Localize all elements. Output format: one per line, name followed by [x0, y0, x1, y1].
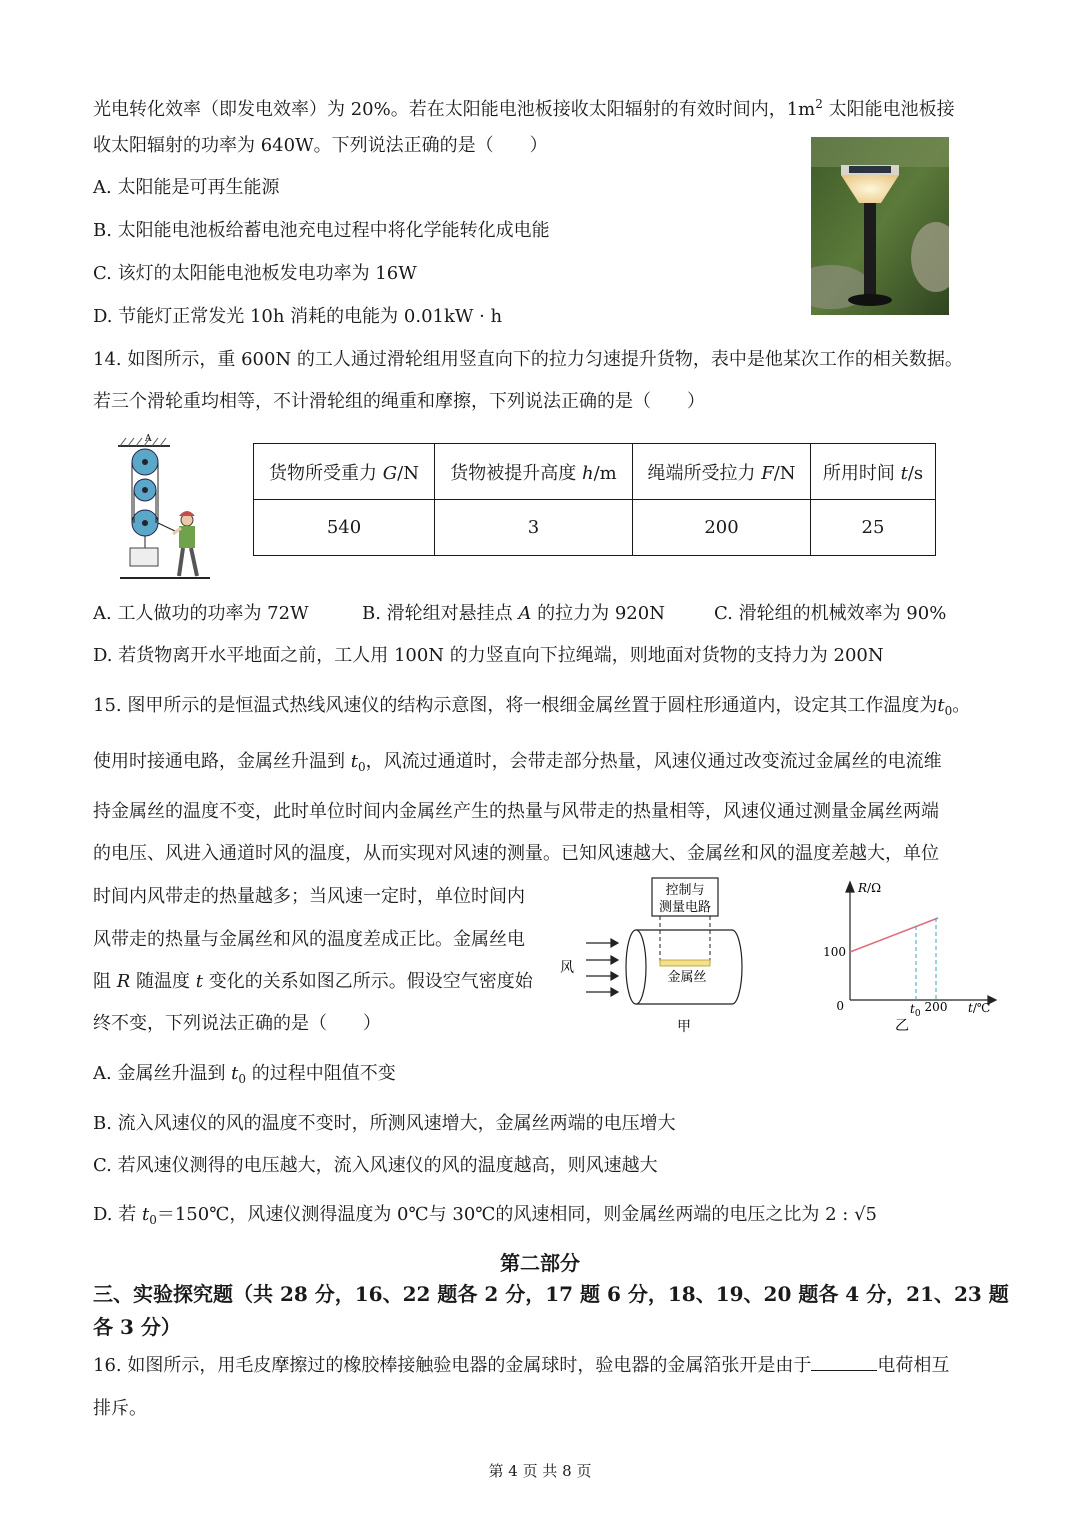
section-3-heading-line-1: 三、实验探究题（共 28 分，16、22 题各 2 分，17 题 6 分，18、19、20 题各 4 分，21、23 题	[93, 1282, 1009, 1306]
q16-line-1: 16. 如图所示，用毛皮摩擦过的橡胶棒接触验电器的金属球时，验电器的金属箔张开是由于 电荷相互	[93, 1355, 950, 1376]
q15-option-d: D. 若 $t_0=150℃$，风速仪测得温度为 0℃与 30℃的风速相同，则金属丝两端的电压之比为 2 : √5	[93, 1204, 878, 1227]
solar-lamp-photo	[811, 137, 949, 315]
q13-line-1-text: 光电转化效率（即发电效率）为 20%。若在太阳能电池板接收太阳辐射的有效时间内，	[93, 99, 787, 120]
q15-option-c: C. 若风速仪测得的电压越大，流入风速仪的风的温度越高，则风速越大	[93, 1155, 658, 1176]
q15-option-b: B. 流入风速仪的风的温度不变时，所测风速增大，金属丝两端的电压增大	[93, 1113, 676, 1134]
figure-yi-caption: 乙	[895, 1018, 909, 1034]
origin-label: 0	[836, 999, 844, 1013]
header-time: 所用时间 t/s	[811, 444, 936, 500]
x-tick-200: 200	[924, 1000, 948, 1014]
q15-line-7: 阻 R 随温度 t 变化的关系如图乙所示。假设空气密度始	[93, 971, 533, 992]
q15-line-3: 持金属丝的温度不变，此时单位时间内金属丝产生的热量与风带走的热量相等，风速仪通过测量金属丝两端	[93, 801, 939, 822]
q13-option-d: D. 节能灯正常发光 10h 消耗的电能为 0.01kW · h	[93, 306, 503, 327]
figure-jia-anemometer	[556, 876, 756, 1036]
header-cargo-weight: 货物所受重力 G/N	[254, 444, 435, 500]
metal-wire-label: 金属丝	[667, 970, 707, 985]
cell-pull-force: 200	[633, 500, 811, 556]
area-unit-exponent: 2	[815, 97, 823, 111]
point-a-label: A	[145, 434, 152, 444]
q13-option-a: A. 太阳能是可再生能源	[93, 177, 280, 198]
figure-yi-resistance-graph	[818, 878, 998, 1038]
x-tick-t0: $t_0$	[910, 1002, 921, 1019]
control-circuit-label-2: 测量电路	[658, 900, 712, 915]
q15-line-2: 使用时接通电路，金属丝升温到 $t_0$，风流过通道时，会带走部分热量，风速仪通过改变流过金属丝的电流维	[93, 751, 942, 774]
pulley-system-illustration	[115, 432, 215, 582]
q15-line-6: 风带走的热量与金属丝和风的温度差成正比。金属丝电	[93, 929, 525, 950]
q15-line-4: 的电压、风进入通道时风的温度，从而实现对风速的测量。已知风速越大、金属丝和风的温度差越大，单位	[93, 843, 939, 864]
q15-option-a: A. 金属丝升温到 $t_0$ 的过程中阻值不变	[93, 1063, 396, 1086]
q13-line-2: 收太阳辐射的功率为 640W。下列说法正确的是（ ）	[93, 135, 548, 156]
y-axis-label: R/Ω	[858, 881, 882, 895]
q14-option-a: A. 工人做功的功率为 72W	[93, 603, 309, 624]
y-tick-100: 100	[823, 945, 846, 959]
q14-line-1: 14. 如图所示，重 600N 的工人通过滑轮组用竖直向下的拉力匀速提升货物，表中是他某次工作的相关数据。	[93, 349, 963, 370]
table-row	[254, 500, 936, 556]
answer-blank[interactable]	[811, 1354, 877, 1371]
q15-line-1: 15. 图甲所示的是恒温式热线风速仪的结构示意图，将一根细金属丝置于圆柱形通道内，设定其工作温度为$t_0$。	[93, 695, 971, 718]
q16-line-2: 排斥。	[93, 1398, 147, 1419]
area-unit: 1m	[786, 99, 816, 120]
x-axis-label: t/℃	[968, 1001, 991, 1015]
q14-line-2: 若三个滑轮重均相等，不计滑轮组的绳重和摩擦，下列说法正确的是（ ）	[93, 391, 705, 412]
cell-lift-height: 3	[435, 500, 633, 556]
section-3-heading-line-2: 各 3 分）	[93, 1315, 181, 1339]
q15-line-8: 终不变，下列说法正确的是（ ）	[93, 1013, 381, 1034]
wind-label: 风	[560, 960, 574, 976]
q15-line-5: 时间内风带走的热量越多；当风速一定时，单位时间内	[93, 886, 525, 907]
header-pull-force: 绳端所受拉力 F/N	[633, 444, 811, 500]
q13-option-c: C. 该灯的太阳能电池板发电功率为 16W	[93, 263, 417, 284]
cell-time: 25	[811, 500, 936, 556]
q13-line-1-end: 太阳能电池板接	[822, 99, 955, 120]
control-circuit-label-1: 控制与	[665, 883, 705, 898]
q14-data-table	[253, 443, 936, 556]
q14-option-d: D. 若货物离开水平地面之前，工人用 100N 的力竖直向下拉绳端，则地面对货物的支持力为 200N	[93, 645, 884, 666]
q13-option-b: B. 太阳能电池板给蓄电池充电过程中将化学能转化成电能	[93, 220, 550, 241]
cell-cargo-weight: 540	[254, 500, 435, 556]
page-footer: 第 4 页 共 8 页	[488, 1462, 592, 1480]
part-2-title: 第二部分	[500, 1251, 580, 1275]
figure-jia-caption: 甲	[677, 1019, 691, 1035]
header-lift-height: 货物被提升高度 h/m	[435, 444, 633, 500]
q14-option-b: B. 滑轮组对悬挂点 A 的拉力为 920N	[362, 603, 665, 624]
q13-line-1	[93, 92, 955, 122]
table-header-row	[254, 444, 936, 500]
resistance-line	[850, 918, 938, 952]
q14-option-c: C. 滑轮组的机械效率为 90%	[714, 603, 947, 624]
